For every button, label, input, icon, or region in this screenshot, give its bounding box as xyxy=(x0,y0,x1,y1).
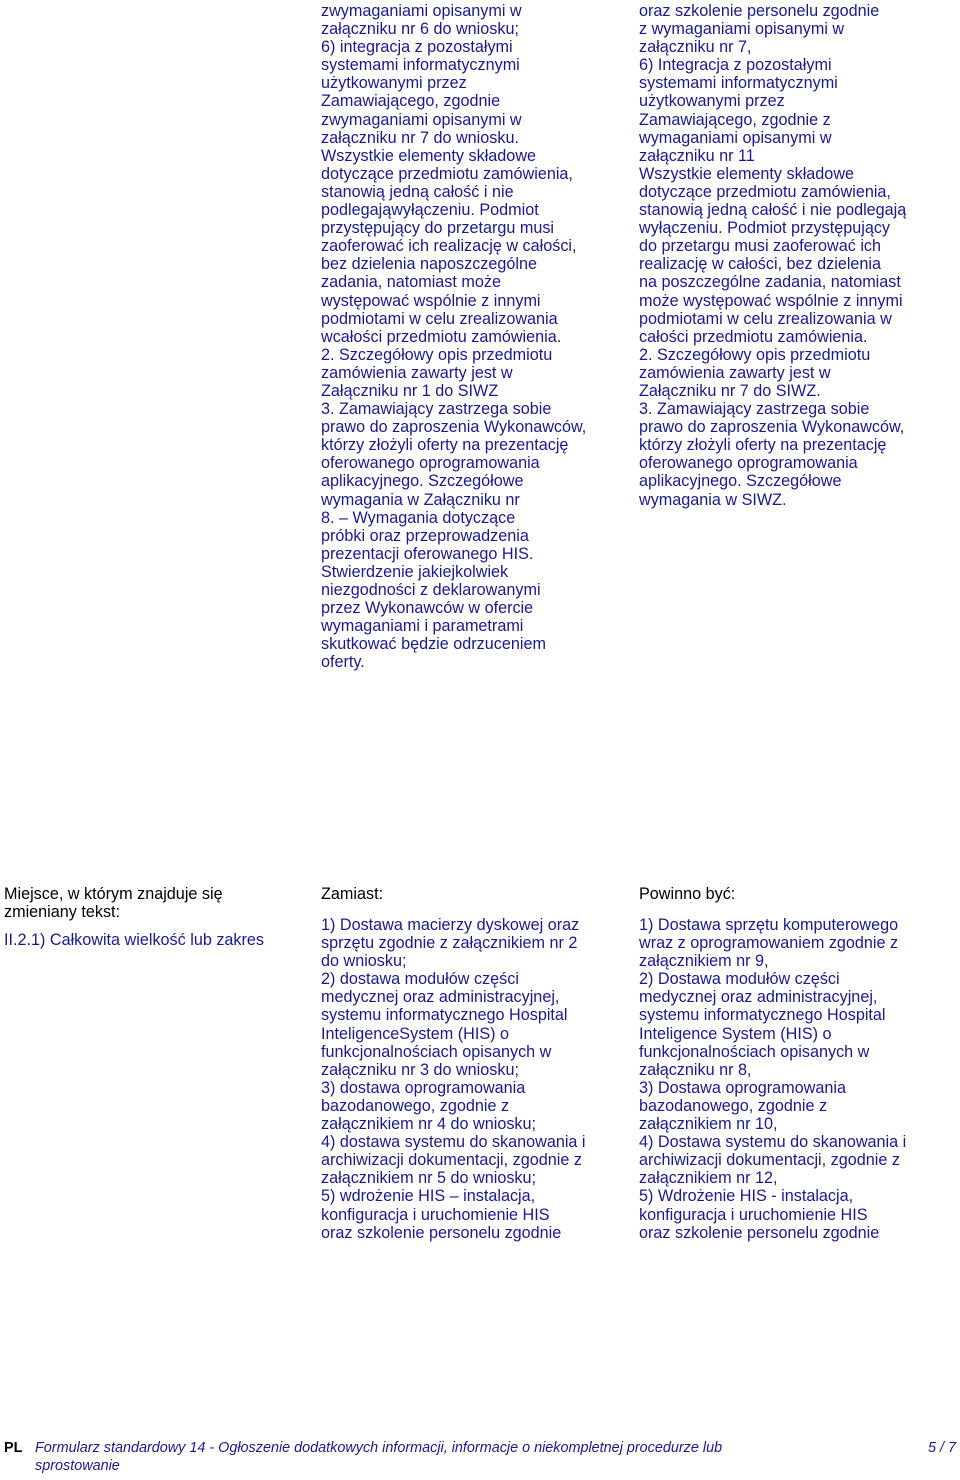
continuation-left-text: zwymaganiami opisanymi w załączniku nr 6 do wniosku; 6) integracja z pozostałymi systemami informatycznymi użytkowanymi przez Zamawiającego, zgodnie zwymaganiami opisanymi w załączniku nr 7 do wniosku. Wszystkie elementy składowe dotyczące przedmiotu zamówienia, stanowią jedną całość i nie podlegająwyłączeniu. Podmiot przystępujący do przetargu musi zaoferować ich realizację w całości, bez dzielenia naposzczególne zadania, natomiast może występować wspólnie z innymi podmiotami w celu zrealizowania wcałości przedmiotu zamówienia. 2. Szczegółowy opis przedmiotu zamówienia zawarty jest w Załączniku nr 1 do SIWZ 3. Zamawiający zastrzega sobie prawo do zaproszenia Wykonawców, którzy złożyli oferty na prezentację oferowanego oprogramowania aplikacyjnego. Szczegółowe wymagania w Załączniku nr 8. – Wymagania dotyczące próbki oraz przeprowadzenia prezentacji oferowanego HIS. Stwierdzenie jakiejkolwiek niezgodności z deklarowanymi przez Wykonawców w ofercie wymaganiami i parametrami skutkować będzie odrzuceniem oferty. xyxy=(321,2,587,672)
footer-page-number: 5 / 7 xyxy=(927,1440,956,1456)
location-value: II.2.1) Całkowita wielkość lub zakres xyxy=(4,931,264,949)
footer-form-title: Formularz standardowy 14 - Ogłoszenie dodatkowych informacji, informacje o niekompletnej procedurze lub sprostowanie xyxy=(35,1440,723,1474)
instead-heading: Zamiast: xyxy=(321,885,384,903)
footer-language-code: PL xyxy=(4,1440,23,1456)
should-be-heading: Powinno być: xyxy=(639,885,736,903)
location-label: Miejsce, w którym znajduje się zmieniany tekst: xyxy=(4,885,223,922)
page-footer xyxy=(4,1439,956,1474)
continuation-right-text: oraz szkolenie personelu zgodnie z wymaganiami opisanymi w załączniku nr 7, 6) Integracja z pozostałymi systemami informatycznymi użytkowanymi przez Zamawiającego, zgodnie z wymaganiami opisanymi w załączniku nr 11 Wszystkie elementy składowe dotyczące przedmiotu zamówienia, stanowią jedną całość i nie podlegają wyłączeniu. Podmiot przystępujący do przetargu musi zaoferować ich realizację w całości, bez dzielenia na poszczególne zadania, natomiast może występować wspólnie z innymi podmiotami w celu zrealizowania w całości przedmiotu zamówienia. 2. Szczegółowy opis przedmiotu zamówienia zawarty jest w Załączniku nr 7 do SIWZ. 3. Zamawiający zastrzega sobie prawo do zaproszenia Wykonawców, którzy złożyli oferty na prezentację oferowanego oprogramowania aplikacyjnego. Szczegółowe wymagania w SIWZ. xyxy=(639,2,907,509)
instead-text: 1) Dostawa macierzy dyskowej oraz sprzętu zgodnie z załącznikiem nr 2 do wniosku; 2) dostawa modułów części medycznej oraz administracyjnej, systemu informatycznego Hospital InteligenceSystem (HIS) o funkcjonalnościach opisanych w załączniku nr 3 do wniosku; 3) dostawa oprogramowania bazodanowego, zgodnie z załącznikiem nr 4 do wniosku; 4) dostawa systemu do skanowania i archiwizacji dokumentacji, zgodnie z załącznikiem nr 5 do wniosku; 5) wdrożenie HIS – instalacja, konfiguracja i uruchomienie HIS oraz szkolenie personelu zgodnie xyxy=(321,916,586,1242)
should-be-text: 1) Dostawa sprzętu komputerowego wraz z oprogramowaniem zgodnie z załącznikiem nr 9, 2) Dostawa modułów części medycznej oraz administracyjnej, systemu informatycznego Hospital Inteligence System (HIS) o funkcjonalnościach opisanych w załączniku nr 8, 3) Dostawa oprogramowania bazodanowego, zgodnie z załącznikiem nr 10, 4) Dostawa systemu do skanowania i archiwizacji dokumentacji, zgodnie z załącznikiem nr 12, 5) Wdrożenie HIS - instalacja, konfiguracja i uruchomienie HIS oraz szkolenie personelu zgodnie xyxy=(639,916,907,1242)
